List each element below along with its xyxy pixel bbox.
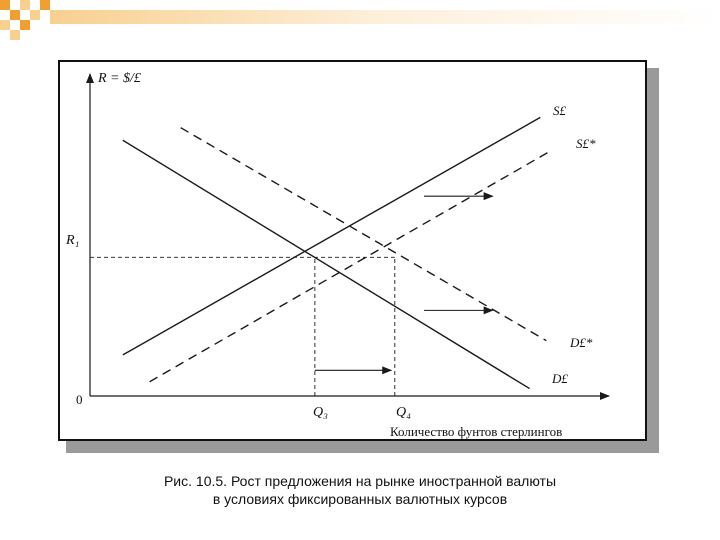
caption-figure-number: Рис. 10.5. xyxy=(163,473,228,489)
x-axis-label: Количество фунтов стерлингов xyxy=(390,424,563,439)
series-label-supply-new: S£* xyxy=(576,136,596,151)
demand-line xyxy=(123,140,530,388)
series-label-demand-new: D£* xyxy=(570,335,593,350)
series-label-demand: D£ xyxy=(552,371,568,386)
series-lines xyxy=(123,117,552,388)
supply-line xyxy=(123,117,541,354)
caption-text-1: Рост предложения на рынке иностранной валюты xyxy=(230,473,557,489)
caption-line-1 xyxy=(100,472,620,490)
x-tick-label-q3: Q₃ xyxy=(313,405,328,420)
caption-line-2: в условиях фиксированных валютных курсов xyxy=(212,491,508,507)
y-tick-label-r1: R₁ xyxy=(66,233,80,248)
series-label-supply: S£ xyxy=(553,103,566,118)
y-axis-label: R = $/£ xyxy=(98,71,141,86)
supply-new-line xyxy=(150,150,553,382)
origin-label: 0 xyxy=(76,392,83,407)
x-tick-label-q4: Q₄ xyxy=(396,405,411,420)
demand-new-line xyxy=(181,128,547,341)
figure-caption xyxy=(100,472,620,508)
shift-arrows xyxy=(315,196,493,370)
